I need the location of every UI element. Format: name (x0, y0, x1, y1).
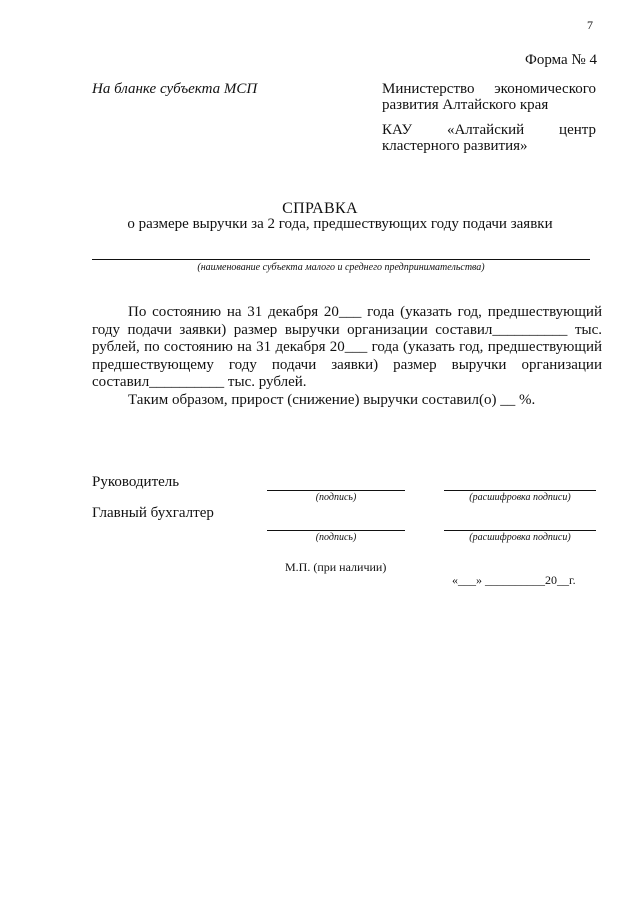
accountant-decoding-caption: (расшифровка подписи) (469, 532, 571, 543)
organization-name-caption: (наименование субъекта малого и среднего предпринимательства) (197, 262, 485, 273)
accountant-signature-caption: (подпись) (315, 532, 357, 543)
head-signature-line (267, 490, 405, 491)
head-label: Руководитель (92, 474, 180, 490)
organization-name-line (92, 259, 590, 260)
addressee-ministry (382, 81, 596, 113)
date-line: «___» __________20__г. (452, 573, 576, 587)
document-subtitle: о размере выручки за 2 года, предшествующих году подачи заявки (127, 216, 553, 232)
accountant-label: Главный бухгалтер (92, 505, 214, 521)
head-decoding-caption: (расшифровка подписи) (469, 492, 571, 503)
addressee-kau (382, 122, 596, 154)
letterhead-note: На бланке субъекта МСП (92, 81, 258, 97)
body-text (92, 304, 602, 409)
addressee-ministry-line2: развития Алтайского края (382, 97, 549, 113)
addressee-kau-line2: кластерного развития» (382, 138, 528, 154)
accountant-decoding-line (444, 530, 596, 531)
page-number: 7 (587, 18, 593, 32)
revenue-paragraph: По состоянию на 31 декабря 20___ года (указать год, предшествующий году подачи заявки) размер выручки организации составил__________ тыс. рублей, по состоянию на 31 декабря 20___ года (указать год, предшествующий предшествующему году подачи заявки) размер выручки организации составил__________ тыс. рублей. (92, 304, 602, 390)
head-decoding-line (444, 490, 596, 491)
growth-paragraph: Таким образом, прирост (снижение) выручки составил(о) __ %. (128, 391, 536, 408)
form-number: Форма № 4 (525, 52, 597, 68)
addressee-ministry-line1: Министерство экономического (382, 81, 596, 97)
accountant-signature-line (267, 530, 405, 531)
stamp-note: М.П. (при наличии) (285, 560, 387, 574)
head-signature-caption: (подпись) (315, 492, 357, 503)
document-title: СПРАВКА (282, 200, 358, 217)
addressee-kau-line1: КАУ «Алтайский центр (382, 122, 596, 138)
